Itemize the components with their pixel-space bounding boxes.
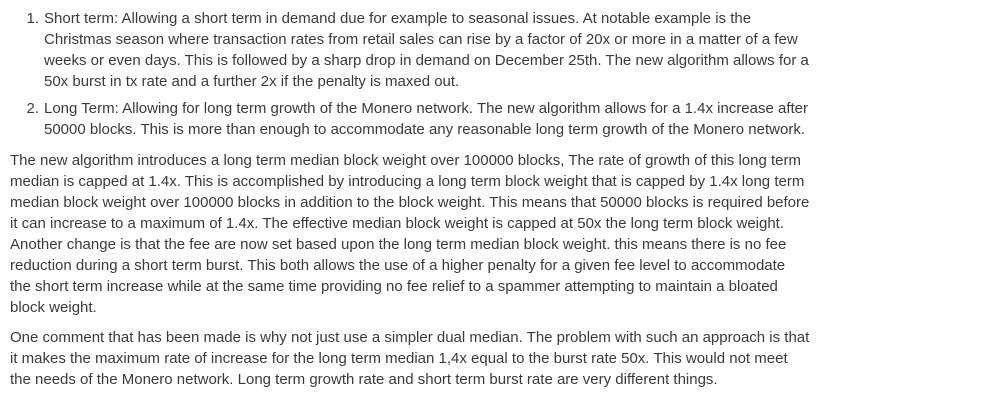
list-item-text: Long Term: Allowing for long term growth of the Monero network. The new algorithm allows for a 1.4x increase after 50000 blocks. This is more than enough to accommodate any reasonable long term growth of the Monero network. — [44, 100, 808, 138]
list-item-short-term — [10, 8, 810, 92]
list-item-marker: 2. — [26, 100, 39, 117]
ordered-list — [10, 8, 810, 140]
document-content — [10, 8, 810, 390]
paragraph-dual-median-comment: One comment that has been made is why not just use a simpler dual median. The problem with such an approach is that it makes the maximum rate of increase for the long term median 1,4x equal to the burst rate 50x. This would not meet the needs of the Monero network. Long term growth rate and short term burst rate are very different things. — [10, 329, 810, 388]
list-item-long-term — [10, 98, 810, 140]
paragraph-algorithm-details: The new algorithm introduces a long term median block weight over 100000 blocks, The rate of growth of this long term median is capped at 1.4x. This is accomplished by introducing a long term block weight that is capped by 1.4x long term median block weight over 100000 blocks in addition to the block weight. This means that 50000 blocks is required before it can increase to a maximum of 1.4x. The effective median block weight is capped at 50x the long term block weight. Another change is that the fee are now set based upon the long term median block weight. this means there is no fee reduction during a short term burst. This both allows the use of a higher penalty for a given fee level to accommodate the short term increase while at the same time providing no fee relief to a spammer attempting to maintain a bloated block weight. — [10, 152, 810, 316]
list-item-marker: 1. — [26, 10, 39, 27]
list-item-text: Short term: Allowing a short term in demand due for example to seasonal issues. At notable example is the Christmas season where transaction rates from retail sales can rise by a factor of 20x or more in a matter of a few weeks or even days. This is followed by a sharp drop in demand on December 25th. The new algorithm allows for a 50x burst in tx rate and a further 2x if the penalty is maxed out. — [44, 10, 809, 90]
